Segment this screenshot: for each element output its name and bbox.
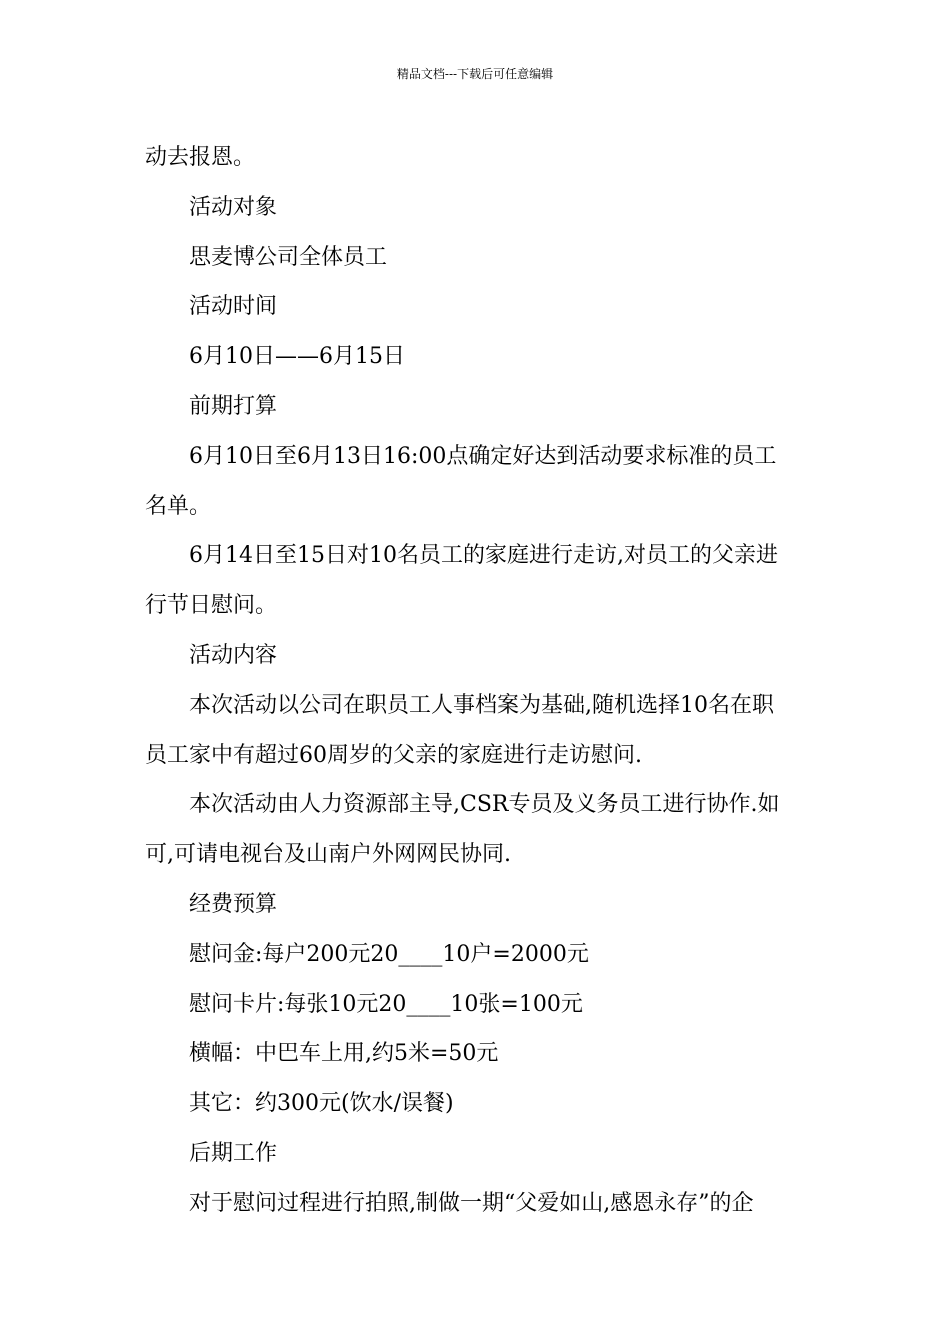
section-heading-budget: 经费预算 (189, 891, 278, 917)
section-heading-content: 活动内容 (189, 642, 278, 668)
section-heading-followup: 后期工作 (189, 1140, 278, 1166)
body-line: 名单。 (145, 493, 212, 519)
body-line: 员工家中有超过60周岁的父亲的家庭进行走访慰问. (145, 742, 642, 768)
body-line: 行节日慰问。 (145, 593, 278, 619)
budget-item: 其它：约300元(饮水/误餐) (189, 1091, 454, 1117)
page-header: 精品文档---下载后可任意编辑 (396, 67, 554, 81)
body-line: 可,可请电视台及山南户外网网民协同. (145, 842, 511, 868)
body-line: 6月14日至15日对10名员工的家庭进行走访,对员工的父亲进 (189, 543, 778, 569)
budget-item: 横幅：中巴车上用,约5米=50元 (189, 1041, 499, 1067)
section-heading-time: 活动时间 (189, 294, 278, 320)
body-line: 6月10日——6月15日 (189, 344, 405, 370)
body-line: 本次活动以公司在职员工人事档案为基础,随机选择10名在职 (189, 692, 774, 718)
budget-item: 慰问卡片:每张10元20____10张=100元 (189, 991, 583, 1017)
body-line: 思麦博公司全体员工 (189, 244, 388, 270)
body-line: 动去报恩。 (145, 145, 256, 170)
body-line: 对于慰问过程进行拍照,制做一期“父爱如山,感恩永存”的企 (189, 1190, 754, 1216)
section-heading-plan: 前期打算 (189, 393, 278, 419)
body-line: 6月10日至6月13日16:00点确定好达到活动要求标准的员工 (189, 443, 777, 469)
section-heading-target: 活动对象 (189, 194, 278, 220)
body-line: 本次活动由人力资源部主导,CSR专员及义务员工进行协作.如 (189, 792, 780, 818)
budget-item: 慰问金:每户200元20____10户=2000元 (189, 941, 589, 967)
document-body (145, 133, 807, 1229)
